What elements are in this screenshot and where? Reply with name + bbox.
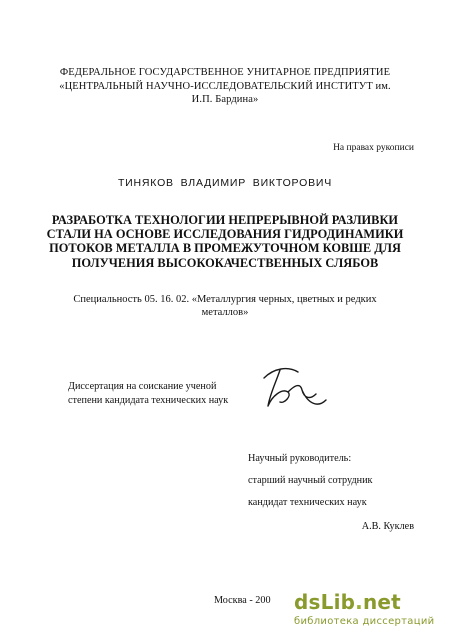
supervisor-name: А.В. Куклев bbox=[361, 521, 414, 532]
city-year: Москва - 200 bbox=[214, 595, 271, 606]
title-line-1: РАЗРАБОТКА ТЕХНОЛОГИИ НЕПРЕРЫВНОЙ РАЗЛИВКИ bbox=[51, 213, 399, 227]
title-line-4: ПОЛУЧЕНИЯ ВЫСОКОКАЧЕСТВЕННЫХ СЛЯБОВ bbox=[71, 255, 379, 270]
watermark-logo-dot: . bbox=[355, 590, 363, 614]
dslib-watermark bbox=[292, 590, 442, 632]
organization-line-3: И.П. Бардина» bbox=[191, 94, 259, 105]
organization-line-2: «ЦЕНТРАЛЬНЫЙ НАУЧНО-ИССЛЕДОВАТЕЛЬСКИЙ ИНСТИТУТ им. bbox=[59, 80, 391, 92]
dissertation-title bbox=[0, 213, 450, 270]
handwritten-signature bbox=[258, 364, 330, 414]
specialty-line-2: металлов» bbox=[201, 307, 249, 318]
title-line-2: СТАЛИ НА ОСНОВЕ ИССЛЕДОВАНИЯ ГИДРОДИНАМИКИ bbox=[46, 227, 404, 242]
dissertation-degree bbox=[68, 380, 228, 408]
specialty-line-1: Специальность 05. 16. 02. «Металлургия черных, цветных и редких bbox=[73, 294, 377, 305]
dissertation-line-1: Диссертация на соискание ученой bbox=[68, 381, 217, 392]
watermark-logo-right: net bbox=[362, 590, 401, 614]
dissertation-line-2: степени кандидата технических наук bbox=[68, 395, 229, 406]
supervisor-degree: кандидат технических наук bbox=[248, 497, 367, 508]
organization-header bbox=[0, 66, 450, 107]
watermark-tagline: библиотека диссертаций bbox=[294, 616, 435, 627]
rights-note: На правах рукописи bbox=[333, 143, 414, 153]
specialty bbox=[0, 293, 450, 319]
organization-line-1: ФЕДЕРАЛЬНОЕ ГОСУДАРСТВЕННОЕ УНИТАРНОЕ ПРЕДПРИЯТИЕ bbox=[59, 67, 391, 78]
supervisor-position: старший научный сотрудник bbox=[248, 475, 373, 486]
watermark-logo-left: dsLib bbox=[294, 590, 356, 614]
supervisor-label: Научный руководитель: bbox=[248, 453, 352, 464]
watermark-logo bbox=[294, 590, 401, 614]
author-name: ТИНЯКОВ ВЛАДИМИР ВИКТОРОВИЧ bbox=[117, 177, 333, 189]
supervisor-block bbox=[248, 448, 372, 514]
title-line-3: ПОТОКОВ МЕТАЛЛА В ПРОМЕЖУТОЧНОМ КОВШЕ ДЛЯ bbox=[49, 241, 401, 256]
